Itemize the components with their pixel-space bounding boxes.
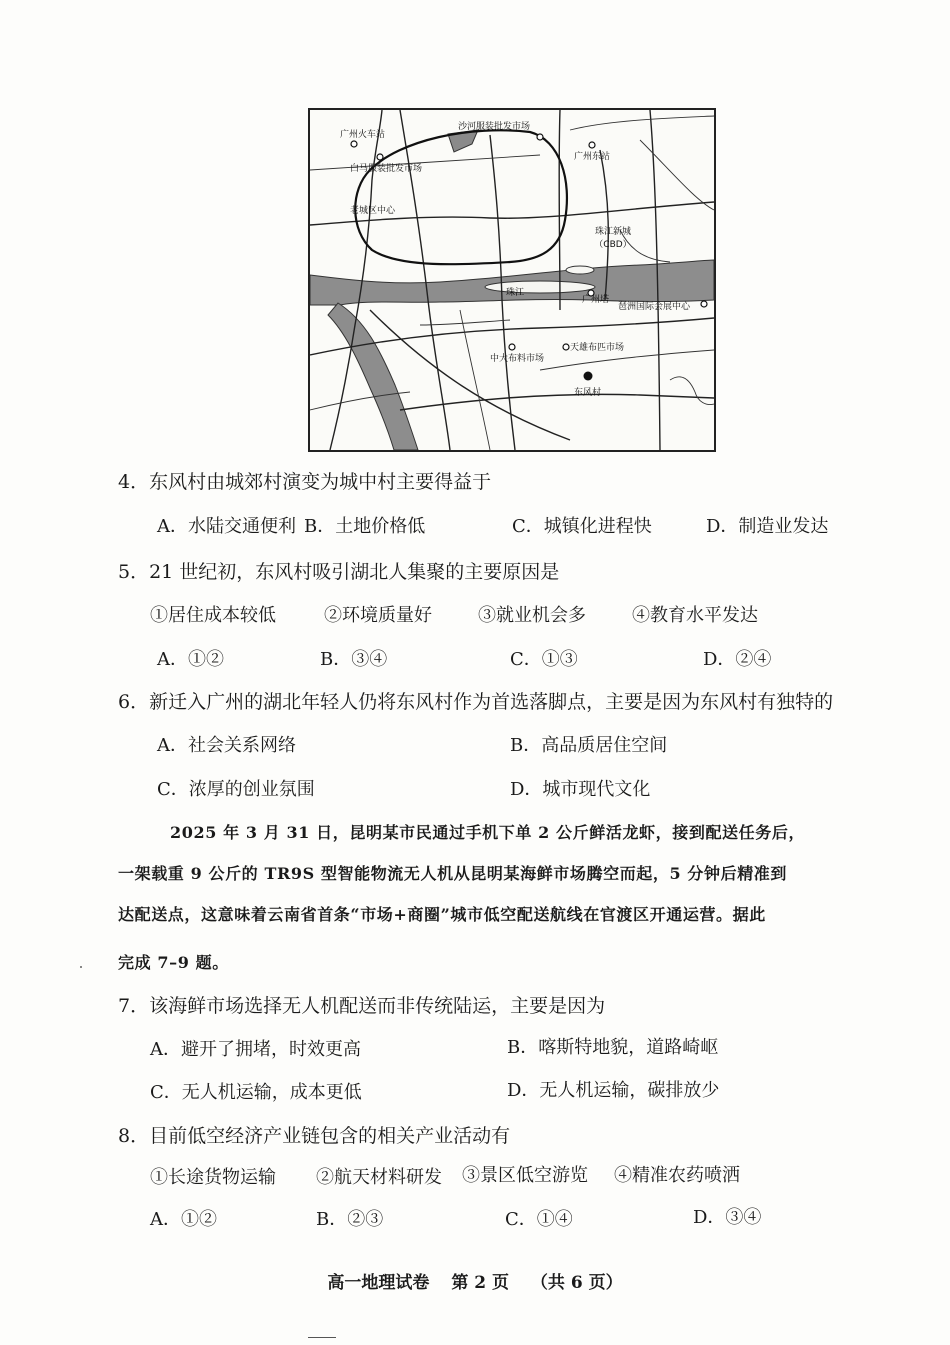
passage-line-1: 2025 年 3 月 31 日，昆明某市民通过手机下单 2 公斤鲜活龙虾，接到配送任务后，	[170, 823, 806, 842]
q7-option-b: B．喀斯特地貌，道路崎岖	[507, 1037, 719, 1058]
passage-line-2: 一架载重 9 公斤的 TR9S 型智能物流无人机从昆明某海鲜市场腾空而起，5 分钟后精准到	[118, 864, 788, 883]
map-drawing	[310, 110, 714, 450]
q6-option-d: D．城市现代文化	[510, 779, 651, 800]
q5-option-d: D．②④	[703, 649, 772, 670]
q7-stem: 7．该海鲜市场选择无人机配送而非传统陆运，主要是因为	[118, 995, 606, 1017]
q8-item-2: ②航天材料研发	[316, 1167, 442, 1188]
river-branch	[328, 303, 418, 450]
q5-item-1: ①居住成本较低	[150, 605, 276, 626]
label-cbd: （CBD）	[594, 240, 632, 250]
label-tianxiong-market: 天雄布匹市场	[570, 343, 625, 353]
label-shahe-market: 沙河服装批发市场	[458, 122, 531, 132]
passage-line-3: 达配送点，这意味着云南省首条“市场+商圈”城市低空配送航线在官渡区开通运营。据此	[118, 905, 766, 924]
label-dongfeng-village: 东风村	[574, 388, 602, 398]
q5-option-b: B．③④	[320, 649, 388, 670]
q4-option-a: A．水陆交通便利	[157, 516, 296, 537]
label-old-center: 老城区中心	[350, 206, 396, 216]
q8-option-b: B．②③	[316, 1209, 384, 1230]
q5-stem: 5．21 世纪初，东风村吸引湖北人集聚的主要原因是	[118, 561, 560, 583]
label-zhongda-market: 中大布料市场	[490, 354, 545, 364]
label-guangzhou-station: 广州火车站	[340, 130, 386, 140]
q5-item-4: ④教育水平发达	[632, 605, 758, 626]
guangzhou-map	[308, 108, 716, 452]
q6-option-c: C．浓厚的创业氛围	[157, 779, 315, 800]
q8-option-c: C．①④	[505, 1209, 573, 1230]
label-canton-tower: 广州塔	[582, 295, 610, 305]
label-pearl-river: 珠江	[506, 288, 525, 298]
q8-option-a: A．①②	[150, 1209, 217, 1230]
q8-stem: 8．目前低空经济产业链包含的相关产业活动有	[118, 1125, 511, 1147]
river-island-2	[566, 266, 594, 274]
q8-item-1: ①长途货物运输	[150, 1167, 276, 1188]
footer-subject: 高一地理试卷	[327, 1273, 430, 1293]
label-guangzhou-east: 广州东站	[574, 152, 611, 162]
scan-speck	[80, 966, 82, 968]
footer-page: 第 2 页	[451, 1273, 509, 1293]
label-pazhou-center: 琶洲国际会展中心	[618, 302, 691, 312]
q6-option-b: B．高品质居住空间	[510, 735, 668, 756]
scan-mark	[308, 1337, 336, 1338]
q4-option-c: C．城镇化进程快	[512, 516, 652, 537]
q8-option-d: D．③④	[693, 1207, 762, 1228]
label-baima-market: 白马服装批发市场	[350, 164, 423, 174]
page-footer	[0, 1268, 950, 1293]
dongfeng-village-dot	[584, 372, 593, 381]
q4-option-d: D．制造业发达	[706, 516, 829, 537]
q5-item-2: ②环境质量好	[324, 605, 432, 626]
q4-stem: 4．东风村由城郊村演变为城中村主要得益于	[118, 471, 492, 493]
q7-option-a: A．避开了拥堵，时效更高	[150, 1039, 361, 1060]
passage-line-4: 完成 7–9 题。	[118, 953, 229, 972]
q8-item-3: ③景区低空游览	[462, 1165, 588, 1186]
q4-option-b: B．土地价格低	[304, 516, 426, 537]
q6-stem: 6．新迁入广州的湖北年轻人仍将东风村作为首选落脚点，主要是因为东风村有独特的	[118, 691, 834, 713]
ring-road	[355, 130, 567, 264]
footer-total: （共 6 页）	[530, 1273, 623, 1293]
q5-option-c: C．①③	[510, 649, 578, 670]
q8-item-4: ④精准农药喷洒	[614, 1165, 740, 1186]
q5-item-3: ③就业机会多	[478, 605, 586, 626]
q7-option-d: D．无人机运输，碳排放少	[507, 1080, 720, 1101]
label-zhujiang-new-town: 珠江新城	[594, 227, 631, 237]
q6-option-a: A．社会关系网络	[157, 735, 296, 756]
q7-option-c: C．无人机运输，成本更低	[150, 1082, 362, 1103]
q5-option-a: A．①②	[157, 649, 224, 670]
